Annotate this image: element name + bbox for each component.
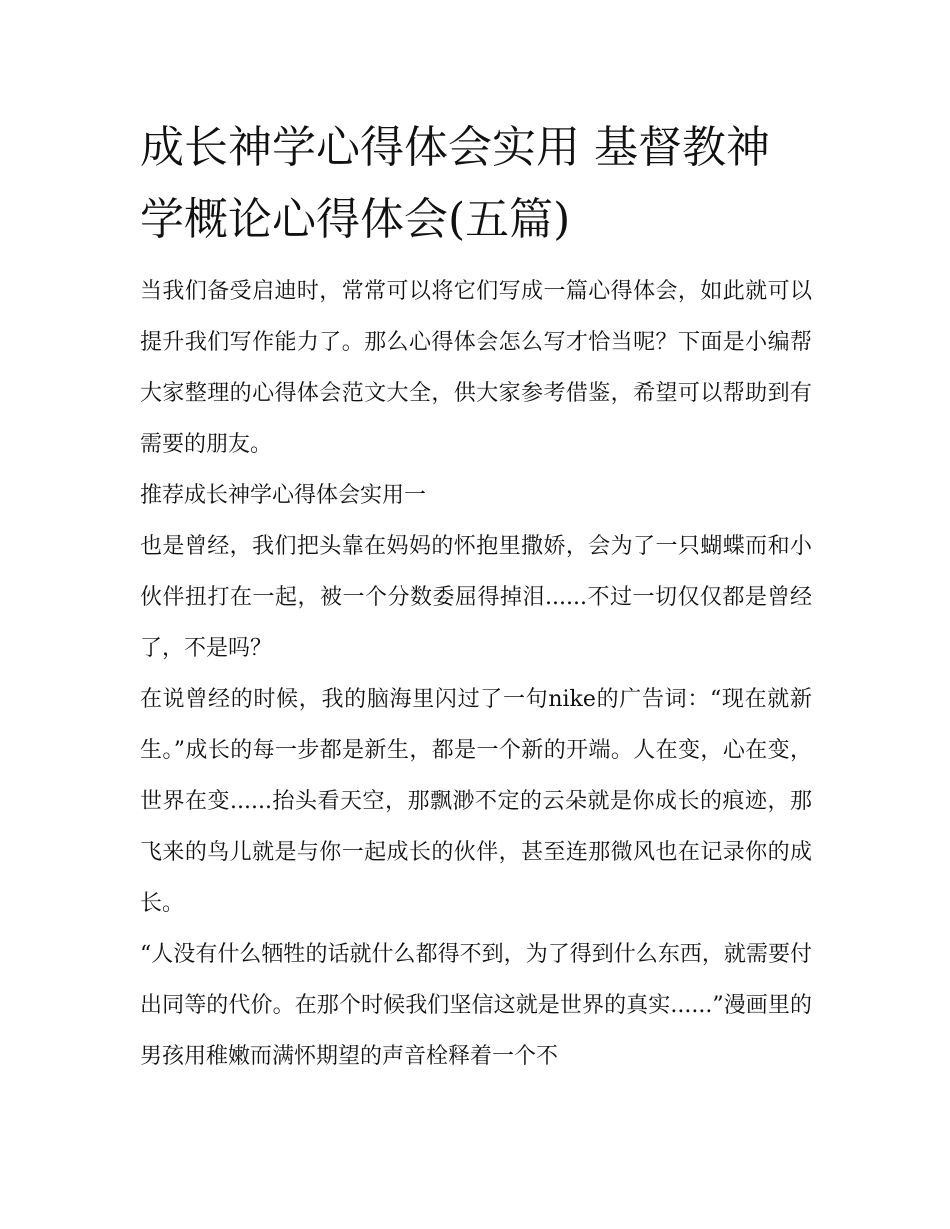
title-spacer (140, 256, 812, 266)
section-heading: 推荐成长神学心得体会实用一 (140, 483, 427, 508)
document-title: 成长神学心得体会实用 基督教神学概论心得体会(五篇) (140, 122, 770, 245)
body-paragraph: 在说曾经的时候，我的脑海里闪过了一句nike的广告词：“现在就新生。”成长的每一步都是新生，都是一个新的开端。人在变，心在变，世界在变......抬头看天空，那飘渺不定的云朵就是你成长的痕迹，那飞来的鸟儿就是与你一起成长的伙伴，甚至连那微风也在记录你的成长。 (140, 687, 812, 916)
document-content (140, 112, 812, 1082)
body-paragraph: 也是曾经，我们把头靠在妈妈的怀抱里撒娇，会为了一只蝴蝶而和小伙伴扭打在一起，被一个分数委屈得掉泪......不过一切仅仅都是曾经了，不是吗？ (140, 534, 812, 661)
body-paragraph: “人没有什么牺牲的话就什么都得不到，为了得到什么东西，就需要付出同等的代价。在那个时候我们坚信这就是世界的真实......”漫画里的男孩用稚嫩而满怀期望的声音栓释着一个不 (140, 942, 812, 1069)
intro-paragraph: 当我们备受启迪时，常常可以将它们写成一篇心得体会，如此就可以提升我们写作能力了。那么心得体会怎么写才恰当呢？下面是小编帮大家整理的心得体会范文大全，供大家参考借鉴，希望可以帮助到有需要的朋友。 (140, 279, 812, 457)
